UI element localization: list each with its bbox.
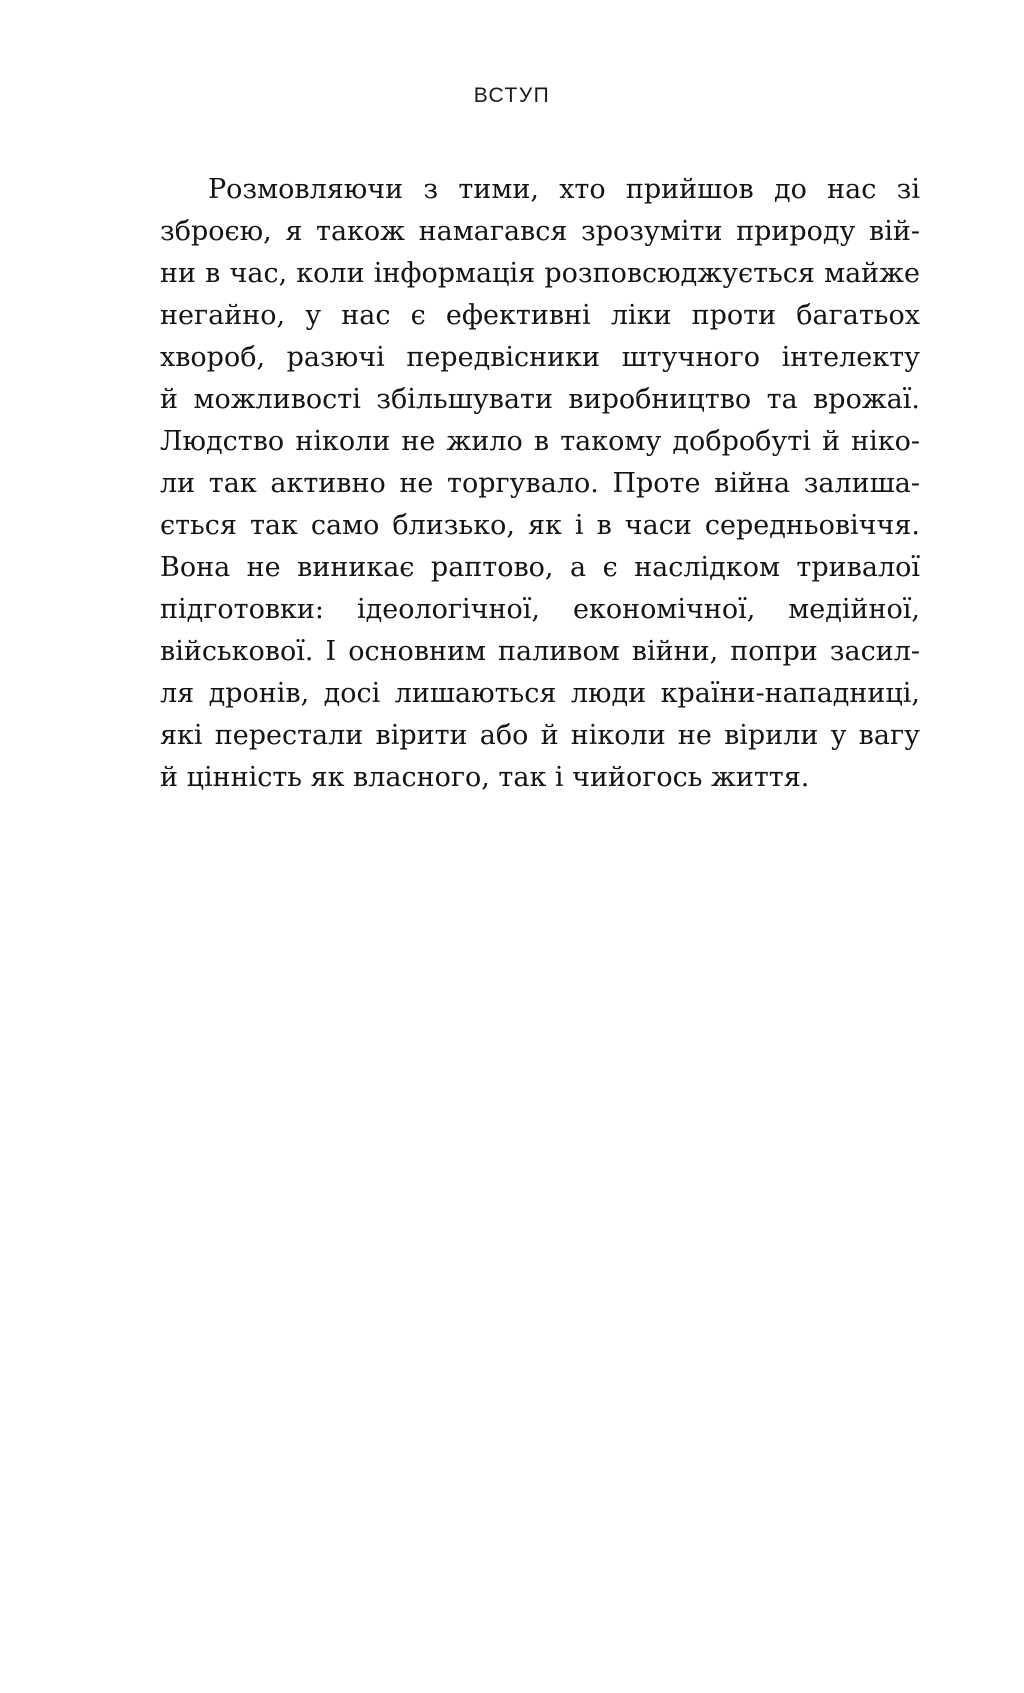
paragraph-line: ли так активно не торгувало. Проте війна залиша- [160, 468, 920, 499]
paragraph-line: підготовки: ідеологічної, економічної, медійної, [160, 594, 920, 625]
paragraph-line: зброєю, я також намагався зрозуміти природу вій- [160, 216, 920, 247]
paragraph-line: Розмовляючи з тими, хто прийшов до нас зі [208, 174, 920, 205]
paragraph-line: Людство ніколи не жило в такому добробуті й ніко- [160, 426, 920, 457]
paragraph-line: ється так само близько, як і в часи середньовіччя. [160, 510, 920, 541]
paragraph-line: які перестали вірити або й ніколи не вірили у вагу [160, 720, 920, 751]
paragraph-line: військової. І основним паливом війни, попри засил- [160, 636, 920, 667]
paragraph-line: хвороб, разючі передвісники штучного інтелекту [160, 342, 920, 373]
body-paragraph [160, 169, 920, 799]
paragraph-line: й цінність як власного, так і чийогось життя. [160, 762, 810, 793]
running-head: ВСТУП [473, 84, 551, 107]
paragraph-line: ля дронів, досі лишаються люди країни-нападниці, [160, 678, 920, 709]
paragraph-line: ни в час, коли інформація розповсюджується майже [160, 258, 920, 289]
paragraph-line: негайно, у нас є ефективні ліки проти багатьох [160, 300, 920, 331]
paragraph-line: й можливості збільшувати виробництво та врожаї. [160, 384, 920, 415]
paragraph-line: Вона не виникає раптово, а є наслідком тривалої [160, 552, 920, 583]
